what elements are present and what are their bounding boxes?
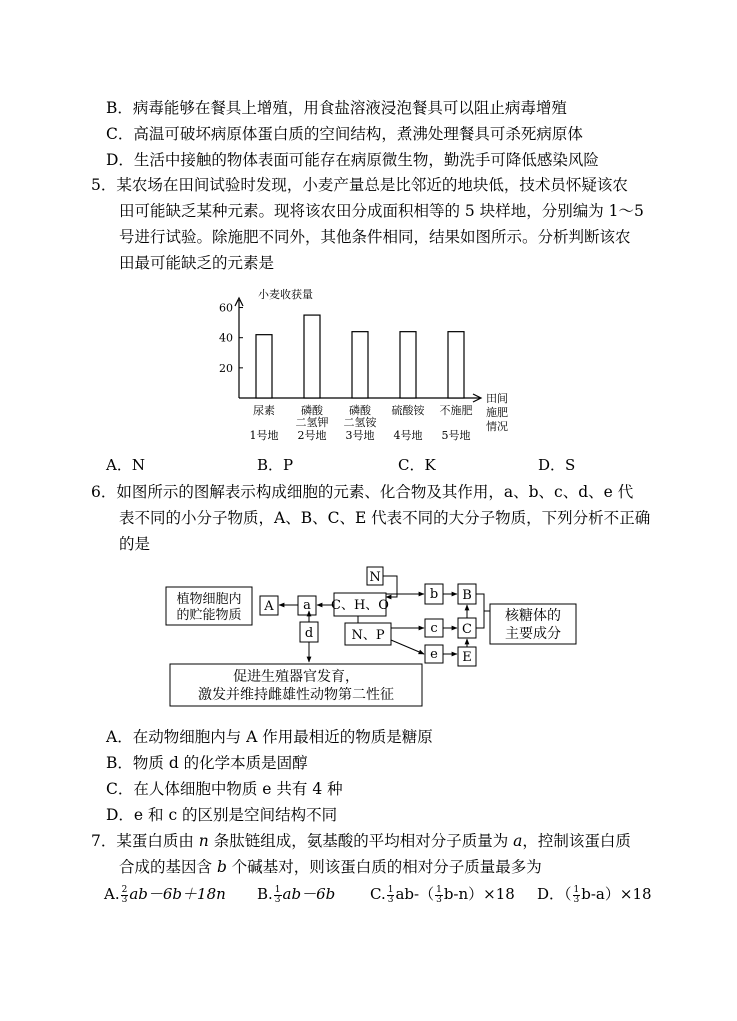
bar-3 xyxy=(352,332,368,398)
chart-title: 小麦收获量 xyxy=(258,288,313,301)
bar-2 xyxy=(304,315,320,398)
q5-option-a: A．N xyxy=(106,456,145,474)
plot-label-3: 3号地 xyxy=(345,429,375,442)
x-axis-arrow xyxy=(473,394,481,402)
x-axis-label-2: 施肥 xyxy=(486,406,508,419)
plant-storage-line-1: 植物细胞内 xyxy=(176,592,242,607)
repro-line-1: 促进生殖器官发育， xyxy=(233,669,359,685)
q6-stem-line-3: 的是 xyxy=(119,535,151,553)
bar-1 xyxy=(256,335,272,398)
y-tick-label-60: 60 xyxy=(219,301,233,315)
box-C xyxy=(458,618,476,638)
label-b: b xyxy=(429,587,439,602)
ribosome-line-2: 主要成分 xyxy=(505,626,561,642)
y-axis-arrow xyxy=(235,298,243,306)
q7-stem-line-2: 合成的基因含 b 个碱基对，则该蛋白质的相对分子质量最多为 xyxy=(119,858,542,876)
label-E: E xyxy=(462,650,472,665)
plant-storage-line-2: 的贮能物质 xyxy=(176,608,242,623)
x-label-3: 磷酸 xyxy=(349,404,371,417)
box-CHO xyxy=(334,593,386,616)
q6-option-c: C．在人体细胞中物质 e 共有 4 种 xyxy=(106,780,343,798)
repro-line-2: 激发并维持雌雄性动物第二性征 xyxy=(198,687,394,703)
label-B: B xyxy=(462,588,472,603)
bar-5 xyxy=(448,332,464,398)
label-C: C xyxy=(462,622,472,637)
label-A: A xyxy=(264,599,274,614)
q7-stem-line-1: 7．某蛋白质由 n 条肽链组成，氨基酸的平均相对分子质量为 a，控制该蛋白质 xyxy=(91,832,631,850)
reproduction-box xyxy=(170,664,422,706)
label-e: e xyxy=(430,647,438,662)
ribosome-box xyxy=(490,604,576,644)
plot-label-4: 4号地 xyxy=(393,429,423,442)
box-N xyxy=(367,567,383,585)
q5-option-d: D．S xyxy=(538,456,576,474)
q6-option-d: D．e 和 c 的区别是空间结构不同 xyxy=(106,806,338,824)
x-axis-label-3: 情况 xyxy=(486,420,508,433)
q5-stem-line-4: 田最可能缺乏的元素是 xyxy=(119,254,275,272)
q4-option-b: B．病毒能够在餐具上增殖，用食盐溶液浸泡餐具可以阻止病毒增殖 xyxy=(106,99,567,117)
label-CHO: C、H、O xyxy=(331,598,389,613)
q6-stem-line-1: 6．如图所示的图解表示构成细胞的元素、化合物及其作用，a、b、c、d、e 代 xyxy=(91,483,634,501)
box-e xyxy=(425,645,443,663)
plot-label-5: 5号地 xyxy=(441,429,471,442)
x-label2-3: 二氢铵 xyxy=(343,416,377,429)
box-c xyxy=(425,619,443,637)
box-NP xyxy=(345,623,391,645)
label-a: a xyxy=(303,598,311,613)
q7-option-b: B. $\frac{1}{3}$ ab－6b xyxy=(257,884,336,905)
q5-stem-line-1: 5．某农场在田间试验时发现，小麦产量总是比邻近的地块低，技术员怀疑该农 xyxy=(91,176,628,194)
label-c: c xyxy=(430,621,438,636)
plant-storage-box xyxy=(166,587,252,625)
q6-option-a: A．在动物细胞内与 A 作用最相近的物质是糖原 xyxy=(106,728,433,746)
q4-option-c: C．高温可破坏病原体蛋白质的空间结构，煮沸处理餐具可杀死病原体 xyxy=(106,125,583,143)
label-NP: N、P xyxy=(351,628,385,643)
q5-option-c: C．K xyxy=(398,456,436,474)
box-b xyxy=(425,584,443,604)
box-B xyxy=(458,584,476,604)
x-axis-label-1: 田间 xyxy=(486,392,508,405)
bar-4 xyxy=(400,332,416,398)
label-d: d xyxy=(304,626,314,641)
q5-stem-line-3: 号进行试验。除施肥不同外，其他条件相同，结果如图所示。分析判断该农 xyxy=(119,228,631,246)
box-E xyxy=(458,647,476,666)
q5-option-b: B．P xyxy=(257,456,294,474)
box-A xyxy=(260,596,278,615)
x-label2-2: 二氢钾 xyxy=(295,416,329,429)
box-a xyxy=(298,596,316,615)
ribosome-line-1: 核糖体的 xyxy=(505,608,561,624)
label-N: N xyxy=(369,570,381,585)
q6-option-b: B．物质 d 的化学本质是固醇 xyxy=(106,754,308,772)
q7-option-a: A. $\frac{2}{3}$ ab－6b＋18n xyxy=(104,884,226,905)
box-d xyxy=(300,622,318,642)
y-tick-label-40: 40 xyxy=(219,331,233,345)
x-label-5: 不施肥 xyxy=(439,404,473,417)
x-label-2: 磷酸 xyxy=(301,404,323,417)
x-label-1: 尿素 xyxy=(253,404,275,417)
x-label-4: 硫酸铵 xyxy=(391,404,425,417)
q4-option-d: D．生活中接触的物体表面可能存在病原微生物，勤洗手可降低感染风险 xyxy=(106,151,599,169)
q6-stem-line-2: 表不同的小分子物质，A、B、C、E 代表不同的大分子物质，下列分析不正确 xyxy=(119,509,651,527)
plot-label-1: 1号地 xyxy=(249,429,279,442)
y-tick-label-20: 20 xyxy=(219,361,233,375)
q7-option-c: C. $\frac{1}{3}$ ab-（ $\frac{1}{3}$ b-n）×18 xyxy=(370,884,515,905)
q7-option-d: D．（ $\frac{1}{3}$ b-a）×18 xyxy=(537,884,652,905)
plot-label-2: 2号地 xyxy=(297,429,327,442)
q5-stem-line-2: 田可能缺乏某种元素。现将该农田分成面积相等的 5 块样地，分别编为 1～5 xyxy=(119,202,644,220)
